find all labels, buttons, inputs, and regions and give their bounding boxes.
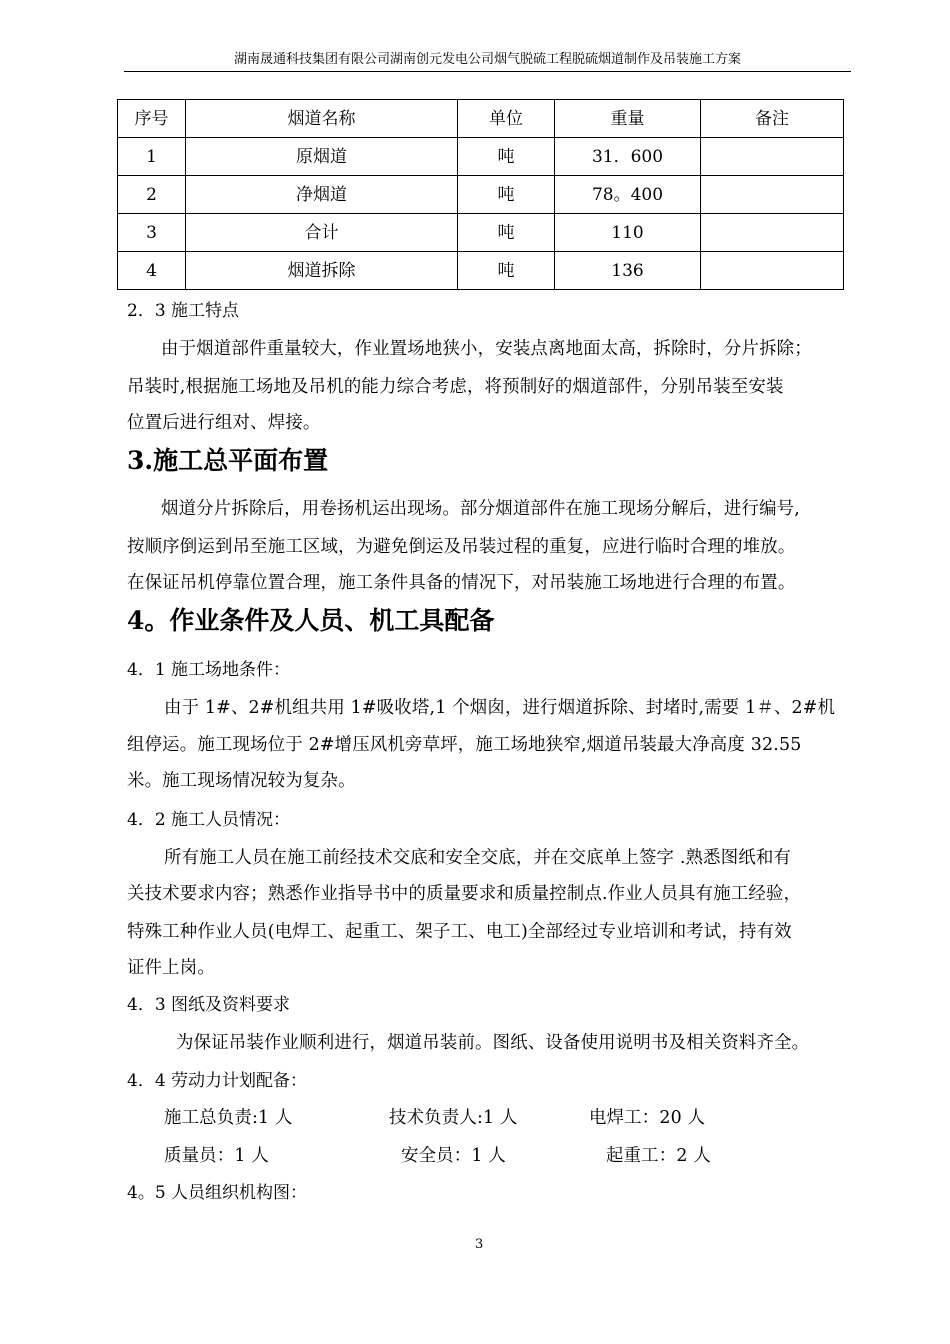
section-heading-4-1: 4．1 施工场地条件：	[127, 660, 291, 680]
header-cell-seq: 序号	[118, 100, 186, 138]
table-row	[118, 138, 844, 176]
header-cell-weight: 重量	[555, 100, 701, 138]
staff-item: 施工总负责:1 人	[164, 1108, 293, 1128]
staff-item: 起重工：2 人	[606, 1146, 711, 1166]
cell-seq: 2	[118, 176, 186, 214]
paragraph-line: 吊装时,根据施工场地及吊机的能力综合考虑，将预制好的烟道部件，分别吊装至安装	[127, 377, 784, 397]
table-row	[118, 214, 844, 252]
table-header-row	[118, 100, 844, 138]
cell-remark	[701, 252, 844, 290]
paragraph-line: 关技术要求内容；熟悉作业指导书中的质量要求和质量控制点.作业人员具有施工经验，	[127, 884, 802, 904]
paragraph-line: 按顺序倒运到吊至施工区域，为避免倒运及吊装过程的重复，应进行临时合理的堆放。	[127, 537, 796, 557]
cell-weight: 78。400	[555, 176, 701, 214]
paragraph-line: 组停运。施工现场位于 2#增压风机旁草坪，施工场地狭窄,烟道吊装最大净高度 32.55	[127, 735, 802, 755]
header-cell-name: 烟道名称	[186, 100, 458, 138]
cell-name: 合计	[186, 214, 458, 252]
cell-remark	[701, 176, 844, 214]
cell-unit: 吨	[458, 214, 555, 252]
cell-name: 原烟道	[186, 138, 458, 176]
section-heading-2-3: 2．3 施工特点	[127, 301, 240, 321]
paragraph-line: 烟道分片拆除后，用卷扬机运出现场。部分烟道部件在施工现场分解后，进行编号,	[161, 499, 800, 519]
cell-unit: 吨	[458, 138, 555, 176]
table-row	[118, 176, 844, 214]
header-rule	[124, 71, 851, 72]
staff-item: 电焊工：20 人	[589, 1108, 706, 1128]
section-heading-4-5: 4。5 人员组织机构图：	[127, 1183, 308, 1203]
cell-weight: 136	[555, 252, 701, 290]
staff-item: 技术负责人:1 人	[389, 1108, 518, 1128]
paragraph-line: 为保证吊装作业顺利进行，烟道吊装前。图纸、设备使用说明书及相关资料齐全。	[176, 1033, 810, 1053]
cell-name: 烟道拆除	[186, 252, 458, 290]
cell-weight: 31．600	[555, 138, 701, 176]
paragraph-line: 位置后进行组对、焊接。	[127, 413, 321, 433]
cell-seq: 3	[118, 214, 186, 252]
running-header: 湖南晟通科技集团有限公司湖南创元发电公司烟气脱硫工程脱硫烟道制作及吊装施工方案	[233, 52, 741, 67]
flue-weight-table	[117, 99, 844, 290]
paragraph-line: 所有施工人员在施工前经技术交底和安全交底，并在交底单上签字 .熟悉图纸和有	[164, 848, 792, 868]
paragraph-line: 在保证吊机停靠位置合理，施工条件具备的情况下，对吊装施工场地进行合理的布置。	[127, 573, 796, 593]
cell-weight: 110	[555, 214, 701, 252]
section-heading-4-3: 4．3 图纸及资料要求	[127, 995, 291, 1015]
cell-seq: 1	[118, 138, 186, 176]
paragraph-line: 由于烟道部件重量较大，作业置场地狭小，安装点离地面太高，拆除时，分片拆除；	[161, 339, 812, 359]
staff-item: 质量员：1 人	[164, 1146, 269, 1166]
table-row	[118, 252, 844, 290]
section-heading-3: 3.施工总平面布置	[127, 446, 329, 475]
section-heading-4: 4。作业条件及人员、机工具配备	[127, 606, 495, 635]
paragraph-line: 特殊工种作业人员(电焊工、起重工、架子工、电工)全部经过专业培训和考试，持有效	[127, 922, 792, 942]
cell-name: 净烟道	[186, 176, 458, 214]
cell-unit: 吨	[458, 252, 555, 290]
page-number: 3	[475, 1237, 484, 1252]
section-heading-4-4: 4．4 劳动力计划配备：	[127, 1071, 308, 1091]
paragraph-line: 证件上岗。	[127, 958, 215, 978]
paragraph-line: 米。施工现场情况较为复杂。	[127, 771, 356, 791]
cell-remark	[701, 138, 844, 176]
header-cell-remark: 备注	[701, 100, 844, 138]
cell-remark	[701, 214, 844, 252]
cell-seq: 4	[118, 252, 186, 290]
cell-unit: 吨	[458, 176, 555, 214]
section-heading-4-2: 4．2 施工人员情况：	[127, 810, 291, 830]
staff-item: 安全员：1 人	[401, 1146, 506, 1166]
paragraph-line: 由于 1#、2#机组共用 1#吸收塔,1 个烟囱，进行烟道拆除、封堵时,需要 1＃、2#机	[164, 698, 836, 718]
header-cell-unit: 单位	[458, 100, 555, 138]
